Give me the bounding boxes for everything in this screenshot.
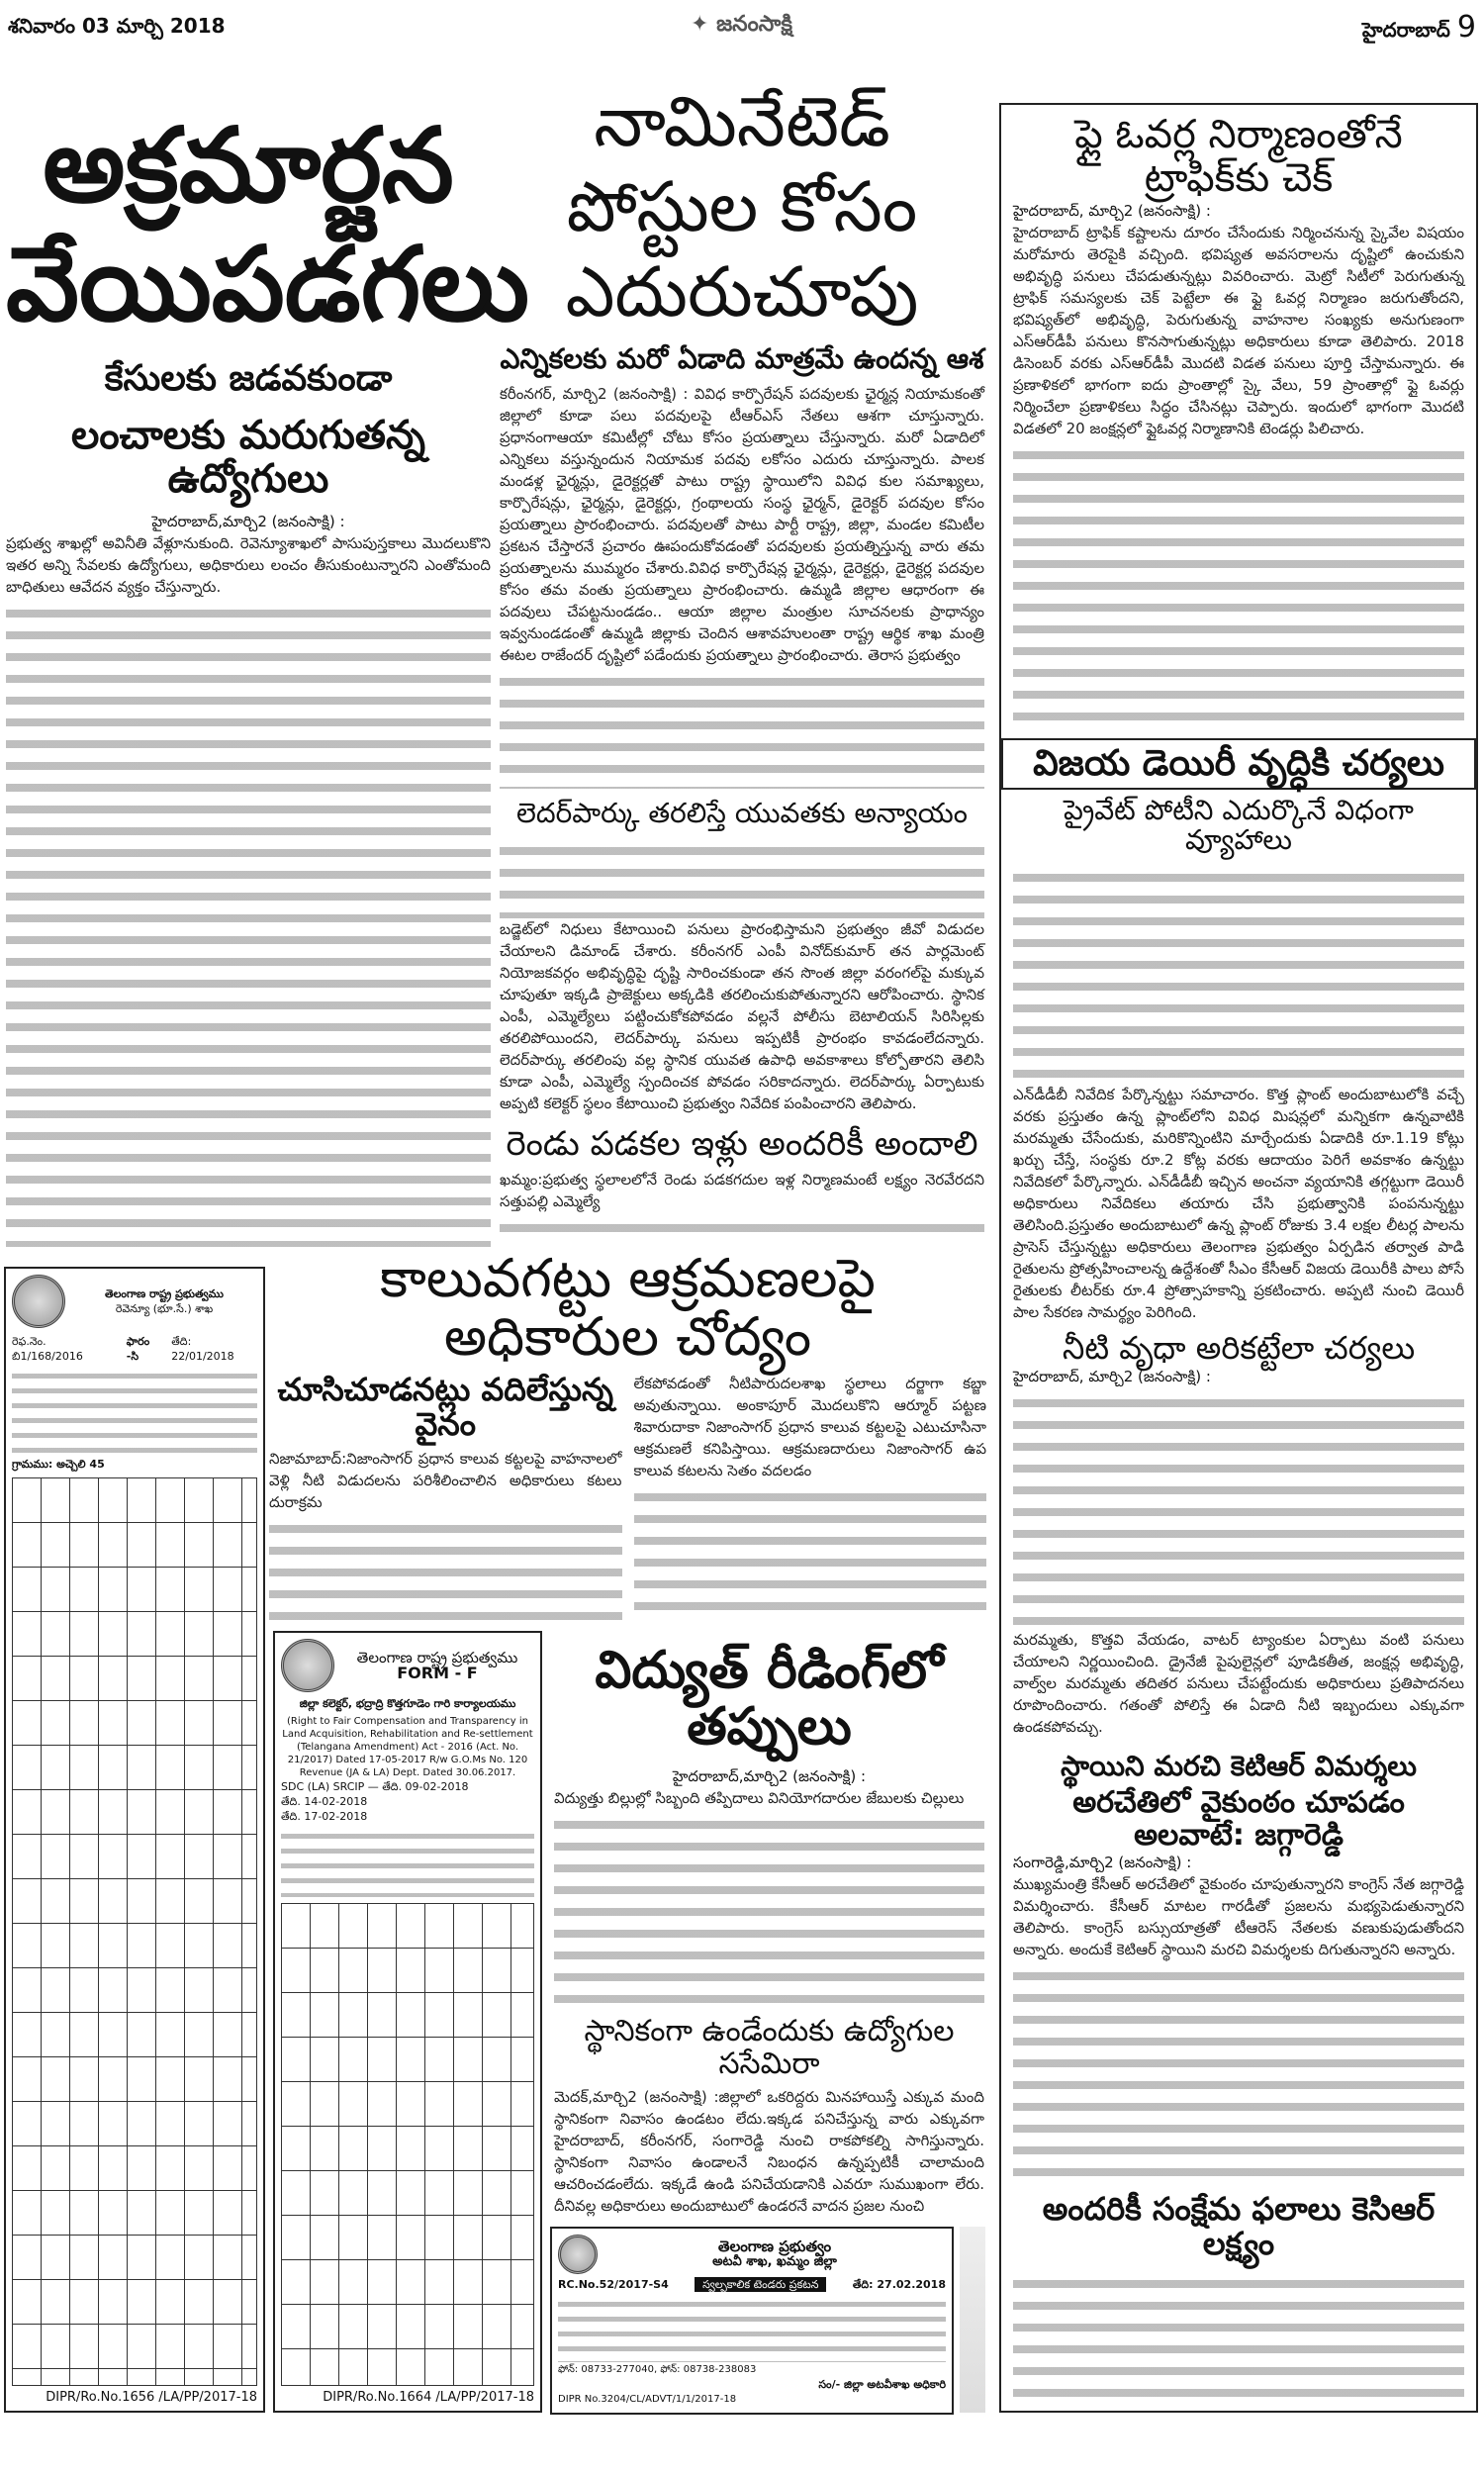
leather-body: బడ్జెట్‌లో నిధులు కేటాయించి పనులు ప్రారంభిస్తామని ప్రభుత్వం జీవో విడుదల చేయాలని డిమాండ్ చేశారు. కరీంనగర్ ఎంపీ వినోద్‌కుమార్ తన పార్లమెంట్ నియోజకవర్గం అభివృద్ధిపై దృష్టి సారించకుండా తన సొంత జిల్లా వరంగల్‌పై మక్కువ చూపుతూ ఇక్కడి ప్రాజెక్టులు అక్కడికి తరలించుకుపోతున్నారని ఆరోపించారు. స్థానిక ఎంపీ, ఎమ్మెల్యేలు పట్టించుకోకపోవడం వల్లనే పోలీసు బెటాలియన్ సిరిసిల్లకు తరలిపోయిందని, లెదర్‌పార్కు పనులు ఇప్పటికీ ప్రారంభం కావడంలేదన్నారు. లెదర్‌పార్కు తరలింపు వల్ల స్థానిక యువత ఉపాధి అవకాశాలు కోల్పోతారని తెలిసి కూడా ఎంపీ, ఎమ్మెల్యే స్పందించక పోవడం సరికాదన్నారు. లెదర్‌పార్కు ఏర్పాటుకు అప్పటి కలెక్టర్ స్థలం కేటాయించి ప్రభుత్వం నివేదిక పంపించారని తెలిపారు.	[500, 919, 984, 1112]
lead-headline-2: వేయిపడగలు	[6, 224, 529, 345]
power-body-continued	[554, 1813, 984, 2005]
lead-subheadline-2: లంచాలకు మరుగుతన్న ఉద్యోగులు	[71, 413, 425, 503]
nominated-article	[500, 79, 984, 1242]
canal-column-2	[634, 1373, 987, 1623]
ad-forest-tender	[550, 2227, 954, 2415]
ad-revenue-ref: రెఫ.నెం. బి1/168/2016	[12, 1335, 83, 1363]
ad-form-f-title: తెలంగాణ రాష్ట్ర ప్రభుత్వము	[356, 1649, 518, 1666]
canal-body-1: నిజామాబాద్:నిజాంసాగర్ ప్రధాన కాలువ కట్టలపై వాహనాలలో వెళ్లి నీటి విడుదలను పరిశీలించాలిన అధికారులు కటలు దురాక్రమ	[269, 1450, 622, 1512]
ktr-body-continued	[1013, 1964, 1464, 2182]
ad-revenue-village: గ్రామము: అచ్చెలి 45	[12, 1458, 105, 1471]
lead-body: ప్రభుత్వ శాఖల్లో అవినీతి వేళ్లూనుకుంది. రెవెన్యూశాఖలో పాసుపుస్తకాలు మొదలుకొని ఇతర అన్ని సేవలకు ఉద్యోగులు, అధికారులు లంచం తీసుకుంటున్నారని ఎంతోమంది బాధితులు ఆవేదన వ్యక్తం చేస్తున్నారు.	[6, 534, 491, 597]
ktr-body: ముఖ్యమంత్రి కేసీఆర్ అరచేతిలో వైకుంఠం చూపుతున్నారని కాంగ్రెస్ నేత జగ్గారెడ్డి విమర్శించారు. కేసీఆర్ మాటల గారడీతో ప్రజలను మభ్యపెడుతున్నారని తెలిపారు. కాంగ్రెస్ బస్సుయాత్రతో టీఆరెస్ నేతలకు వణుకుపుడుతోందని అన్నారు. అందుకే కెటిఆర్ స్థాయిని మరచి విమర్శలకు దిగుతున్నారని అన్నారు.	[1013, 1875, 1464, 1959]
canal-body-2-continued	[634, 1485, 987, 1623]
ad-forest-notice: స్వల్పకాలిక టెండరు ప్రకటన	[695, 2277, 826, 2292]
lead-article	[6, 105, 529, 1247]
nominated-headline: నామినేటెడ్ పోస్టుల కోసం ఎదురుచూపు	[565, 81, 919, 333]
ad-forest-phones: ఫోన్: 08733-277040, ఫోన్: 08738-238083	[558, 2364, 757, 2375]
ad-form-f-text	[281, 1828, 534, 1897]
telangana-seal-icon	[558, 2235, 598, 2274]
page-number: 9	[1456, 10, 1476, 45]
two-bed-body-continued	[500, 1216, 984, 1242]
ad-revenue-table	[12, 1477, 257, 2386]
ktr-headline: స్థాయిని మరచి కెటిఆర్ విమర్శలు	[1061, 1750, 1417, 1783]
lead-dateline: హైదరాబాద్,మార్చి2 (జనంసాక్షి) :	[151, 513, 345, 531]
power-dateline: హైదరాబాద్,మార్చి2 (జనంసాక్షి) :	[672, 1767, 867, 1786]
flyover-dateline: హైదరాబాద్, మార్చి2 (జనంసాక్షి) :	[1013, 202, 1211, 220]
ad-form-f-line-1: SDC (LA) SRCIP — తేది. 09-02-2018	[281, 1780, 469, 1793]
telangana-seal-icon	[12, 1275, 65, 1328]
ad-form-f-act: (Right to Fair Compensation and Transparency in Land Acquisition, Rehabilitation and Re-settlement (Telangana Amendment) Act - 2016 (Act. No. 21/2017) Dated 17-05-2017 R/w G.O.Ms No. 120 Revenue (JA & LA) Dept. Dated 30.06.2017.	[282, 1716, 533, 1778]
ad-form-f	[273, 1631, 542, 2413]
lead-subheadline-1: కేసులకు జడవకుండా	[104, 357, 393, 399]
ad-form-f-dipr: DIPR/Ro.No.1664 /LA/PP/2017-18	[323, 2390, 534, 2405]
ad-revenue-date: తేది: 22/01/2018	[171, 1335, 234, 1363]
ad-forest-dipr: DIPR No.3204/CL/ADVT/1/1/2017-18	[558, 2394, 737, 2405]
canal-subheadline: చూసిచూడనట్లు వదిలేస్తున్న వైనం	[277, 1370, 613, 1443]
telangana-seal-icon	[281, 1639, 334, 1692]
page-location	[1362, 10, 1476, 47]
ad-forest-signature: సం/- జిల్లా అటవీశాఖ అధికారి	[818, 2378, 946, 2391]
ad-revenue-dipr: DIPR/Ro.No.1656 /LA/PP/2017-18	[46, 2390, 257, 2405]
local-body: మెదక్,మార్చి2 (జనంసాక్షి) :జిల్లాలో ఒకరిద్దరు మినహాయిస్తే ఎక్కువ మంది స్థానికంగా నివాసం ఉండటం లేదు.ఇక్కడ పనిచేస్తున్న వారు ఎక్కువగా హైదరాబాద్, కరీంనగర్, సంగారెడ్డి నుంచి రాకపోకల్ని సాగిస్తున్నారు. స్థానికంగా నివాసం ఉండాలనే నిబంధన ఉన్నప్పటికీ చాలామంది ఆచరించడంలేదు. ఇక్కడే ఉండి పనిచేయడానికి ఎవరూ సుముఖంగా లేరు. దీనివల్ల అధికారులు అందుబాటులో ఉండరనే వాదన ప్రజల నుంచి	[554, 2088, 984, 2215]
power-article	[554, 1643, 984, 2217]
nominated-subheadline: ఎన్నికలకు మరో ఏడాది మాత్రమే ఉందన్న ఆశ	[500, 342, 984, 375]
ad-form-f-table	[281, 1903, 534, 2386]
issue-date: శనివారం 03 మార్చి 2018	[8, 14, 226, 38]
nominated-body: కరీంనగర్, మార్చి2 (జనంసాక్షి) : వివిధ కార్పొరేషన్ పదవులకు ఛైర్మన్ల నియామకంతో జిల్లాలో కూడా పలు పదవులపై టీఆర్ఎస్ నేతలు ఆశగా చూస్తున్నారు. ప్రధానంగాఆయా కమిటీల్లో చోటు కోసం ప్రయత్నాలు చేస్తున్నారు. మరో ఏడాదిలో ఎన్నికలు వస్తున్నందున నియామక పదవు లకోసం ఎదురు చూస్తున్నారు. పాలక మండళ్ల ఛైర్మన్లు, డైరెక్టర్లతో పాటు రాష్ట్ర స్థాయిలోని వివిధ కుల సమాఖ్యలు, కార్పొరేషన్లు, ఛైర్మన్లు, డైరెక్టర్లు, గ్రంథాలయ సంస్థ ఛైర్మన్, డైరెక్టర్ పదవుల కోసం ప్రయత్నాలు ప్రారంభించారు. పదవులతో పాటు పార్టీ రాష్ట్ర, జిల్లా, మండల కమిటీల ప్రకటన చేస్తారనే ప్రచారం ఊపందుకోవడంతో పదవులకు ప్రయత్నిస్తున్న వారు తమ ప్రయత్నాలను ముమ్మరం చేశారు.వివిధ కార్పొరేషన్ల ఛైర్మన్లు, డైరెక్టర్లు, డైరెక్టర్ల పదవుల కోసం తమ వంతు ప్రయత్నాలు ప్రారంభించారు. ఉమ్మడి జిల్లాల ఆధారంగా ఈ పదవులు చేపట్టనుండడం.. ఆయా జిల్లాల మంత్రుల సూచనలకు ప్రాధాన్యం ఇవ్వనుండడంతో ఉమ్మడి జిల్లాకు చెందిన ఆశావహులంతా రాష్ట్ర ఆర్థిక శాఖ మంత్రి ఈటల రాజేందర్ దృష్టిలో పడేందుకు ప్రయత్నాలు ప్రారంభించారు. తెరాస ప్రభుత్వం	[500, 384, 984, 664]
ad-form-f-office: జిల్లా కలెక్టర్, భద్రాద్రి కొత్తగూడెం గారి కార్యాలయము	[299, 1697, 516, 1710]
flyover-body: హైదరాబాద్ ట్రాఫిక్ కష్టాలను దూరం చేసేందుకు నిర్మించనున్న స్కైవేల విషయం మరోమారు తెరపైకి వచ్చింది. భవిష్యత అవసరాలను దృష్టిలో ఉంచుకుని అభివృద్ధి పనులు చేపడుతున్నట్లు వివరించారు. మెట్రో సిటీలో పెరుగుతున్న ట్రాఫిక్ సమస్యలకు చెక్ పెట్టేలా ఈ ఫ్లై ఓవర్ల నిర్మాణం జరుగుతోందని, భవిష్యత్‌లో అభివృద్ధి, పెరుగుతున్న వాహనాల సంఖ్యకు అనుగుణంగా ఎస్‌ఆర్‌డీపీ పనులు కొనసాగుతున్నట్లు అధికారులు కూడా తెలిపారు. 2018 డిసెంబర్ వరకు ఎస్‌ఆర్‌డీపీ మొదటి విడత పనులు పూర్తి చేస్తామన్నారు. ఈ ప్రణాళికలో భాగంగా ఐదు ప్రాంతాల్లో స్కై వేలు, 59 ప్రాంతాల్లో ఫ్లై ఓవర్లు నిర్మించేలా ప్రణాళికలు సిద్ధం చేసినట్లు చెప్పారు. ఇందులో భాగంగా మొదటి విడతలో 20 జంక్షన్లలో ఫ్లైఓవర్ల నిర్మాణానికి టెండర్లు పిలిచారు.	[1013, 224, 1464, 437]
ktr-dateline: సంగారెడ్డి,మార్చి2 (జనంసాక్షి) :	[1013, 1854, 1192, 1872]
power-headline: విద్యుత్ రీడింగ్‌లో తప్పులు	[595, 1641, 944, 1758]
leather-headline: లెదర్‌పార్కు తరలిస్తే యువతకు అన్యాయం	[516, 796, 968, 829]
ad-revenue-dept: రెవెన్యూ (భూ.సే.) శాఖ	[115, 1302, 214, 1315]
ad-revenue-form: ఫారం -సి	[126, 1335, 150, 1363]
welfare-body	[1013, 2272, 1464, 2403]
ad-forest-date: తేది: 27.02.2018	[852, 2278, 946, 2291]
water-body: మరమ్మతు, కొత్తవి వేయడం, వాటర్ ట్యాంకుల ఏర్పాటు వంటి పనులు చేయాలని నిర్ణయించింది. డ్రైనేజీ పైపులైన్లలో పూడికతీత, జంక్షన్ల అభివృద్ధి, వాల్వ్‌ల మరమ్మతు తదితర పనులు చేపట్టేందుకు అధికారులు ప్రతిపాదనలు రూపొందించారు. గతంతో పోలిస్తే ఈ ఏడాది నీటి ఇబ్బందులు ఎక్కువగా ఉండకపోవచ్చు.	[1013, 1631, 1464, 1737]
two-bed-body: ఖమ్మం:ప్రభుత్వ స్థలాలలోనే రెండు పడకగదుల ఇళ్ల నిర్మాణమంటే లక్ష్యం నెరవేరదని సత్తుపల్లి ఎమ్మెల్యే	[500, 1170, 984, 1210]
masthead-text: జనంసాక్షి	[716, 12, 792, 37]
ktr-subheadline: అరచేతిలో వైకుంఠం చూపడం అలవాటే: జగ్గారెడ్డి	[1072, 1785, 1405, 1854]
dairy-headline: విజయ డెయిరీ వృద్ధికి చర్యలు	[1001, 738, 1476, 790]
dairy-subheadline: ప్రైవేట్ పోటీని ఎదుర్కొనే విధంగా వ్యూహాలు	[1064, 793, 1414, 857]
canal-body-1-continued	[269, 1517, 622, 1623]
welfare-headline: అందరికీ సంక్షేమ ఫలాలు కెసిఆర్ లక్ష్యం	[1042, 2190, 1436, 2263]
city-label: హైదరాబాద్	[1361, 18, 1450, 42]
canal-columns	[269, 1370, 986, 1623]
flyover-headline: ఫ్లై ఓవర్ల నిర్మాణంతోనే ట్రాఫిక్‌కు చెక్	[1074, 112, 1403, 201]
two-bed-headline: రెండు పడకల ఇళ్లు అందరికీ అందాలి	[506, 1123, 978, 1164]
canal-column-1	[269, 1370, 622, 1623]
lead-headline-1: అక్రమార్జన	[43, 105, 454, 226]
water-headline: నీటి వృధా అరికట్టేలా చర్యలు	[1062, 1329, 1416, 1368]
water-dateline: హైదరాబాద్, మార్చి2 (జనంసాక్షి) :	[1013, 1368, 1211, 1386]
ad-forest-dept: అటవీ శాఖ, ఖమ్మం జిల్లా	[712, 2254, 837, 2269]
canal-headline: కాలువగట్టు ఆక్రమణలపై అధికారుల చోద్యం	[380, 1247, 876, 1369]
ad-form-f-line-3: తేది. 17-02-2018	[281, 1810, 368, 1823]
masthead-logo: ✦ జనంసాక్షి	[691, 12, 792, 37]
dairy-body: ఎన్‌డీడీబీ నివేదిక పేర్కొన్నట్టు సమాచారం. కొత్త ప్లాంట్ అందుబాటులోకి వచ్చే వరకు ప్రస్తుతం ఉన్న ప్లాంట్‌లోని వివిధ మిషన్లలో మన్నికగా ఉన్నవాటికి మరమ్మతు చేసేందుకు, మరికొన్నింటిని మార్చేందుకు ఏడాదికి రూ.1.19 కోట్లు ఖర్చు చేస్తే, సంస్థకు రూ.2 కోట్ల వరకు ఆదాయం పెరిగే అవకాశం ఉన్నట్టు నివేదికలో పేర్కొన్నారు. ఎన్‌డీడీబీ ఇచ్చిన అంచనా వ్యయానికి తగ్గట్టుగా డెయిరీ అధికారులు నివేదికలు తయారు చేసి ప్రభుత్వానికి పంపనున్నట్టు తెలిసింది.ప్రస్తుతం అందుబాటులో ఉన్న ప్లాంట్ రోజుకు 3.4 లక్షల లీటర్ల పాలను ప్రాసెస్ చేస్తున్నట్టు అధికారులు తెలంగాణ ప్రభుత్వం ఏర్పడిన తర్వాత పాడి రైతులను ప్రోత్సహించాలన్న ఉద్దేశంతో సీఎం కేసీఆర్ విజయ డెయిరీకి పాలు పోసే రైతులకు లీటర్‌కు రూ.4 ప్రోత్సాహకాన్ని ప్రకటించారు. అప్పటి నుంచి డెయిరీ పాల సేకరణ సామర్థ్యం పెరిగింది.	[1013, 1086, 1464, 1322]
water-body-start	[1013, 1391, 1464, 1629]
canal-body-2: లేకపోవడంతో నీటిపారుదలశాఖ స్థలాలు దర్జాగా కబ్జా అవుతున్నాయి. అంకాపూర్ మొదలుకొని ఆర్మూర్ పట్టణ శివారుదాకా నిజాంసాగర్ ప్రధాన కాలువ కట్టలపై ఎటుచూసినా ఆక్రమణలే కనిపిస్తాయి. ఆక్రమణదారులు నిజాంసాగర్ ఉప కాలువ కటలను సెతం వదలడం	[633, 1374, 986, 1479]
page-header	[8, 10, 1476, 44]
ad-forest-title: తెలంగాణ ప్రభుత్వం	[717, 2237, 832, 2255]
local-headline: స్థానికంగా ఉండేందుకు ఉద్యోగుల ససేమిరా	[584, 2014, 955, 2081]
ad-revenue-text	[12, 1368, 257, 1457]
ad-form-f-line-2: తేది. 14-02-2018	[281, 1795, 368, 1808]
power-body: విద్యుత్తు బిల్లుల్లో సిబ్బంది తప్పిదాలు వినియోగదారుల జేబులకు చిల్లులు	[554, 1789, 965, 1808]
lead-body-continued	[6, 602, 491, 1247]
grey-strip	[960, 2227, 985, 2413]
right-column-box	[999, 103, 1478, 2413]
ad-forest-ref: RC.No.52/2017-S4	[558, 2278, 669, 2291]
leather-body-start	[500, 839, 984, 918]
ad-form-f-label: FORM - F	[397, 1664, 478, 1682]
ad-revenue-title: తెలంగాణ రాష్ట్ర ప్రభుత్వము	[105, 1287, 224, 1300]
ad-revenue-form-c	[4, 1267, 265, 2413]
ad-forest-text	[558, 2296, 946, 2362]
nominated-body-continued	[500, 670, 984, 789]
flyover-body-continued	[1013, 443, 1464, 730]
dairy-body-start	[1013, 866, 1464, 1084]
canal-article	[269, 1249, 986, 1623]
